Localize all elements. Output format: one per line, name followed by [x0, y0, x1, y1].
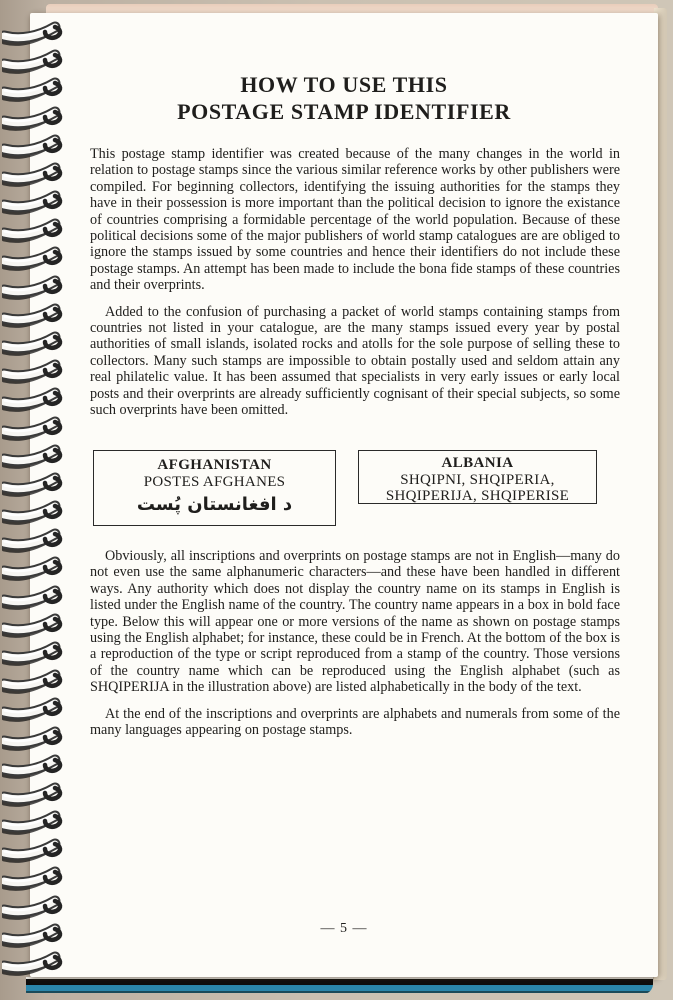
country-box-afghanistan	[93, 450, 336, 526]
native-script-sample: د افغانستان پُست	[136, 494, 293, 515]
paragraph: Added to the confusion of purchasing a packet of world stamps containing stamps from countries not listed in your catalogue, are the many stamps issued every year by postal authorities of small islands, isolated rocks and atolls for the sole purpose of selling these to collectors. Many such stamps are impossible to obtain postally used and seldom attain any real philatelic value. It has been assumed that specialists in very early issues or early local posts and their overprints are already sufficiently cognisant of their special subjects, so some such overprints have been omitted.	[90, 303, 620, 419]
paragraph: Obviously, all inscriptions and overprints on postage stamps are not in English—many do not even use the same alphanumeric characters—and these have been handled in different ways. Any authority which does not display the country name on its stamps in English is listed under the English name of the country. The country name appears in a box in bold face type. Below this will appear one or more versions of the name as shown on postage stamps using the English alphabet; for instance, these could be in French. At the bottom of the box is a reproduction of the type or script reproduced from a stamp of the country. Those versions of the country name which can be reproduced using the English alphabet (such as SHQIPERIJA in the illustration above) are listed alphabetically in the body of the text.	[90, 548, 620, 696]
country-name-version: SHQIPERIJA, SHQIPERISE	[385, 488, 570, 504]
country-name-version: POSTES AFGHANES	[143, 473, 286, 490]
paragraph: At the end of the inscriptions and overprints are alphabets and numerals from some of the many languages appearing on postage stamps.	[90, 705, 620, 739]
book-page	[30, 13, 658, 977]
country-name-version: SHQIPNI, SHQIPERIA,	[400, 471, 555, 488]
country-box-albania	[358, 450, 597, 504]
intro-paragraphs	[90, 146, 620, 429]
paragraph: This postage stamp identifier was created because of the many changes in the world in relation to postage stamps since the various similar reference works by other publishers were compiled. For beginning collectors, identifying the issuing authorities for the stamps they have in their possession is more important than the political decision to ignore the existance of countries comprising a formidable percentage of the world population. Because of these political decisions some of the major publishers of world stamp catalogues are are obliged to ignore the stamps issued by some countries and hence their identifiers do not include these postage stamps. An attempt has been made to include the bona fide stamps of these countries and their overprints.	[90, 146, 620, 294]
title-line-2: POSTAGE STAMP IDENTIFIER	[177, 99, 511, 124]
country-example-boxes	[93, 450, 628, 526]
page-title	[30, 71, 658, 125]
title-line-1: HOW TO USE THIS	[240, 72, 448, 97]
page-number: — 5 —	[320, 921, 368, 936]
body-paragraphs	[90, 548, 620, 748]
country-name: AFGHANISTAN	[157, 457, 272, 473]
book-cover-edge	[26, 977, 653, 994]
country-name: ALBANIA	[441, 455, 514, 471]
